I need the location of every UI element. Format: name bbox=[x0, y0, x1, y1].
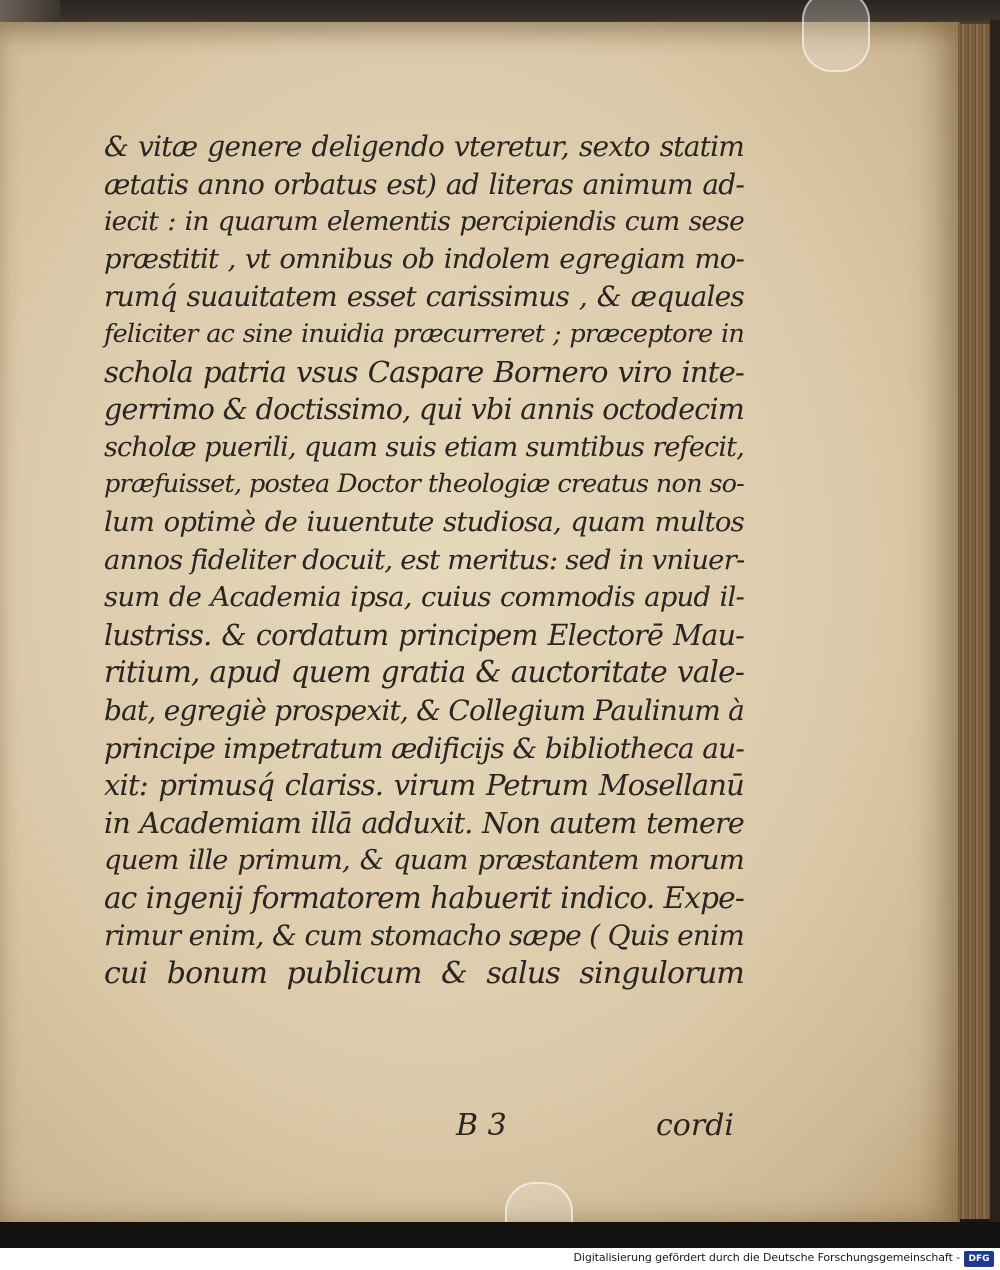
text-line: ac ingenij formatorem habuerit indico. Expe- bbox=[104, 880, 744, 915]
text-line: & vitæ genere deligendo vteretur, sexto statim bbox=[104, 130, 744, 163]
text-line: præfuisset, postea Doctor theologiæ creatus non so- bbox=[104, 469, 744, 500]
text-line: annos fideliter docuit, est meritus: sed in vniuer- bbox=[104, 543, 745, 576]
page-foot bbox=[104, 1108, 744, 1148]
dfg-logo: DFG bbox=[964, 1251, 994, 1267]
text-line: xit: primusq́ clariss. virum Petrum Mosellanū bbox=[104, 768, 744, 803]
text-line: scholæ puerili, quam suis etiam sumtibus refecit, bbox=[104, 431, 744, 463]
text-line: principe impetratum ædificijs & bibliotheca au- bbox=[104, 731, 744, 765]
text-line: quem ille primum, & quam præstantem morum bbox=[104, 844, 744, 877]
page-clip-top bbox=[802, 0, 870, 72]
signature-mark: B 3 bbox=[456, 1108, 507, 1143]
text-line: rimur enim, & cum stomacho sæpe ( Quis enim bbox=[104, 919, 744, 953]
scan-bottom-edge bbox=[0, 1222, 1000, 1248]
text-line: ritium, apud quem gratia & auctoritate vale- bbox=[104, 655, 744, 690]
book-cover-edge bbox=[990, 20, 1000, 1225]
text-line: lum optimè de iuuentute studiosa, quam multos bbox=[104, 505, 744, 538]
text-line: rumq́ suauitatem esset carissimus , & æquales bbox=[104, 280, 744, 314]
text-line: lustriss. & cordatum principem Electorē Mau- bbox=[104, 618, 744, 652]
digitization-credit: Digitalisierung gefördert durch die Deutsche Forschungsgemeinschaft - bbox=[573, 1251, 960, 1264]
text-line: cui bonum publicum & salus singulorum bbox=[104, 956, 744, 992]
text-line: præstitit , vt omnibus ob indolem egregiam mo- bbox=[104, 242, 744, 275]
text-line: iecit : in quarum elementis percipiendis cum sese bbox=[104, 206, 744, 238]
page-text bbox=[104, 128, 744, 993]
text-line: bat, egregiè prospexit, & Collegium Paulinum à bbox=[104, 693, 744, 727]
text-line: in Academiam illā adduxit. Non autem temere bbox=[104, 806, 744, 840]
footer-bar bbox=[0, 1248, 1000, 1270]
text-line: gerrimo & doctissimo, qui vbi annis octodecim bbox=[104, 393, 744, 427]
text-line: ætatis anno orbatus est) ad literas animum ad- bbox=[104, 167, 744, 201]
text-line: feliciter ac sine inuidia præcurreret ; præceptore in bbox=[104, 318, 744, 349]
text-line: sum de Academia ipsa, cuius commodis apud il- bbox=[104, 581, 744, 614]
catchword: cordi bbox=[655, 1108, 734, 1143]
text-line: schola patria vsus Caspare Bornero viro inte- bbox=[104, 354, 744, 389]
